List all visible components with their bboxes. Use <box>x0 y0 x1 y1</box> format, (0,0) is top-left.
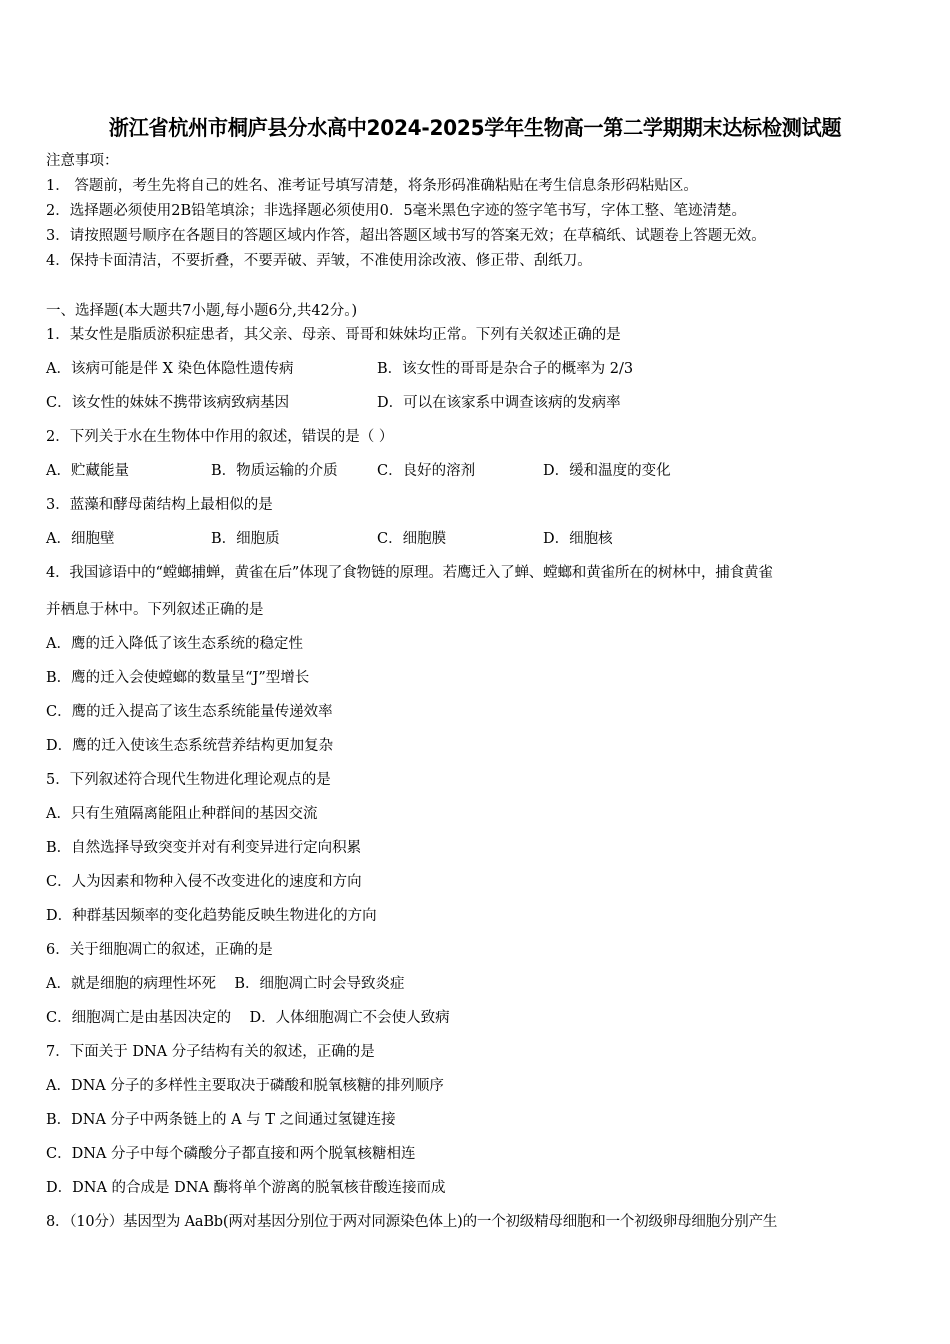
q8-stem: 8．（10分）基因型为 AaBb(两对基因分别位于两对同源染色体上)的一个初级精母细胞和一个初级卵母细胞分别产生 <box>46 1214 778 1230</box>
q4-option-b: B．鹰的迁入会使螳螂的数量呈“J”型增长 <box>46 670 310 686</box>
q2-option-b: B．物质运输的介质 <box>211 463 338 479</box>
q7-option-c: C．DNA 分子中每个磷酸分子都直接和两个脱氧核糖相连 <box>46 1146 416 1162</box>
q7-option-a: A．DNA 分子的多样性主要取决于磷酸和脱氧核糖的排列顺序 <box>46 1078 444 1094</box>
q4-stem-line-1: 4．我国谚语中的“螳螂捕蝉，黄雀在后”体现了食物链的原理。若鹰迁入了蝉、螳螂和黄雀所在的树林中，捕食黄雀 <box>46 565 773 581</box>
q1-option-d: D．可以在该家系中调查该病的发病率 <box>377 395 621 411</box>
q1-stem: 1．某女性是脂质淤积症患者，其父亲、母亲、哥哥和妹妹均正常。下列有关叙述正确的是 <box>46 327 621 343</box>
q2-option-c: C．良好的溶剂 <box>377 463 476 479</box>
q5-option-b: B．自然选择导致突变并对有利变异进行定向积累 <box>46 840 362 856</box>
q7-option-b: B．DNA 分子中两条链上的 A 与 T 之间通过氢键连接 <box>46 1112 396 1128</box>
q3-option-b: B．细胞质 <box>211 531 280 547</box>
q5-option-d: D．种群基因频率的变化趋势能反映生物进化的方向 <box>46 908 377 924</box>
q3-option-c: C．细胞膜 <box>377 531 447 547</box>
notice-heading: 注意事项： <box>46 153 119 169</box>
notice-item-3: 3．请按照题号顺序在各题目的答题区域内作答，超出答题区域书写的答案无效；在草稿纸、试题卷上答题无效。 <box>46 228 766 244</box>
q1-option-b: B．该女性的哥哥是杂合子的概率为 2/3 <box>377 361 634 377</box>
notice-item-1: 1． 答题前，考生先将自己的姓名、准考证号填写清楚，将条形码准确粘贴在考生信息条形码粘贴区。 <box>46 178 698 194</box>
q4-option-d: D．鹰的迁入使该生态系统营养结构更加复杂 <box>46 738 334 754</box>
q6-stem: 6．关于细胞凋亡的叙述，正确的是 <box>46 942 273 958</box>
q2-stem: 2．下列关于水在生物体中作用的叙述，错误的是（ ） <box>46 429 394 445</box>
q6-options-cd: C．细胞凋亡是由基因决定的 D．人体细胞凋亡不会使人致病 <box>46 1010 450 1026</box>
q7-stem: 7．下面关于 DNA 分子结构有关的叙述，正确的是 <box>46 1044 375 1060</box>
q2-option-d: D．缓和温度的变化 <box>543 463 671 479</box>
q4-stem-line-2: 并栖息于林中。下列叙述正确的是 <box>46 602 264 618</box>
q5-option-a: A．只有生殖隔离能阻止种群间的基因交流 <box>46 806 318 822</box>
q7-option-d: D．DNA 的合成是 DNA 酶将单个游离的脱氧核苷酸连接而成 <box>46 1180 446 1196</box>
q4-option-c: C．鹰的迁入提高了该生态系统能量传递效率 <box>46 704 333 720</box>
section-heading: 一、选择题(本大题共7小题,每小题6分,共42分。) <box>46 303 358 319</box>
q3-option-d: D．细胞核 <box>543 531 613 547</box>
q1-option-a: A．该病可能是伴 X 染色体隐性遗传病 <box>46 361 294 377</box>
q2-option-a: A．贮藏能量 <box>46 463 129 479</box>
notice-item-4: 4．保持卡面清洁，不要折叠，不要弄破、弄皱，不准使用涂改液、修正带、刮纸刀。 <box>46 253 592 269</box>
q1-option-c: C．该女性的妹妹不携带该病致病基因 <box>46 395 290 411</box>
q5-stem: 5．下列叙述符合现代生物进化理论观点的是 <box>46 772 331 788</box>
q6-options-ab: A．就是细胞的病理性坏死 B．细胞凋亡时会导致炎症 <box>46 976 405 992</box>
q4-option-a: A．鹰的迁入降低了该生态系统的稳定性 <box>46 636 303 652</box>
q5-option-c: C．人为因素和物种入侵不改变进化的速度和方向 <box>46 874 362 890</box>
q3-option-a: A．细胞壁 <box>46 531 115 547</box>
q3-stem: 3．蓝藻和酵母菌结构上最相似的是 <box>46 497 273 513</box>
notice-item-2: 2．选择题必须使用2B铅笔填涂；非选择题必须使用0．5毫米黑色字迹的签字笔书写，字体工整、笔迹清楚。 <box>46 203 747 219</box>
exam-title: 浙江省杭州市桐庐县分水高中2024-2025学年生物高一第二学期期末达标检测试题 <box>108 116 842 140</box>
